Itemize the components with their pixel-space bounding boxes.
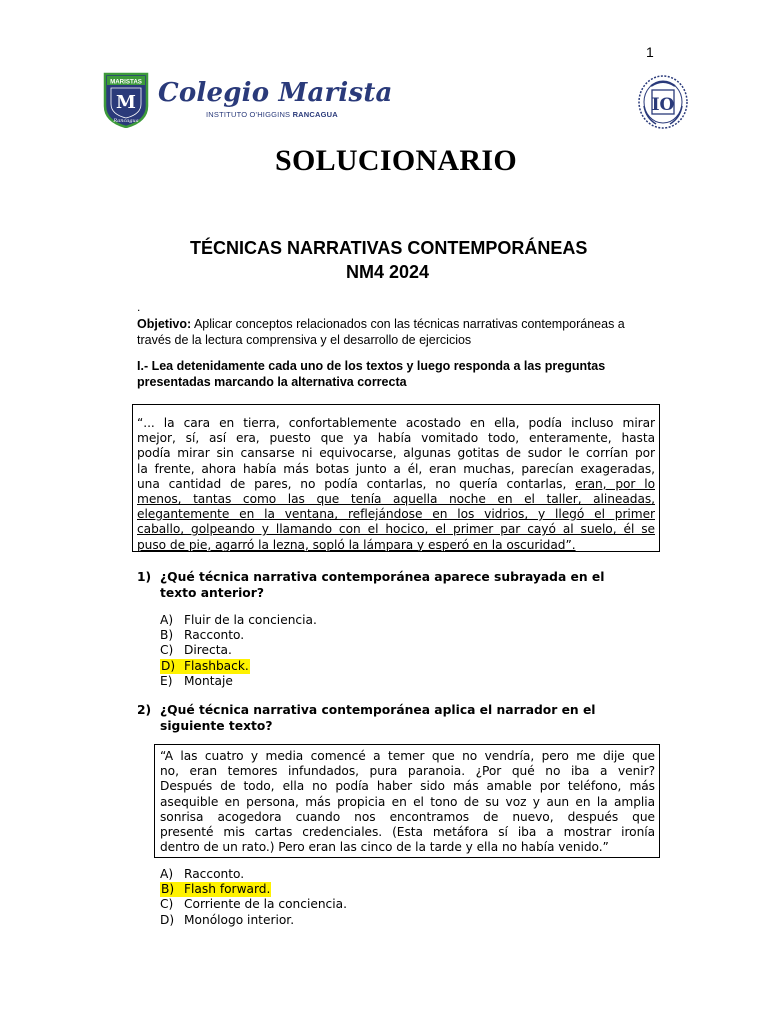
text-1-line: podía mirar sin cansarse ni equivocarse, algunas gotitas de sudor le corrían por xyxy=(137,446,655,461)
question-1-options xyxy=(160,613,317,689)
underlined-line: menos, tantas como las que tenía aquella noche en el taller, alineadas, xyxy=(137,491,655,506)
option-e[interactable]: E) Montaje xyxy=(160,673,233,688)
colegio-marista-wordmark xyxy=(158,78,393,128)
reading-text-1 xyxy=(132,404,660,552)
objective xyxy=(137,317,657,348)
text-1-line: “... la cara en tierra, confortablemente acostado en ella, podía incluso mirar xyxy=(137,416,655,430)
underlined-line: caballo, golpeando y llamando con el hocico, el primer par cayó al suelo, él se xyxy=(137,522,655,537)
option-b[interactable]: B) Racconto. xyxy=(160,628,245,643)
question-text: ¿Qué técnica narrativa contemporánea aparece subrayada en el texto anterior? xyxy=(160,570,605,600)
subject-title: TÉCNICAS NARRATIVAS CONTEMPORÁNEAS xyxy=(190,238,588,258)
document-title: SOLUCIONARIO xyxy=(275,144,517,177)
text-1-line: la frente, ahora había más botas junto a él, eran muchas, parecían exageradas, xyxy=(137,461,655,476)
question-2 xyxy=(137,703,657,735)
colegio-name: Colegio Marista xyxy=(158,78,393,108)
marista-monogram: M xyxy=(116,92,136,113)
instructions: I.- Lea detenidamente cada uno de los textos y luego responda a las preguntas presentadas marcando la alternativa correcta xyxy=(137,359,606,389)
option-c[interactable]: C) Corriente de la conciencia. xyxy=(160,897,347,912)
option-d-correct[interactable]: D) Flashback. xyxy=(161,658,249,673)
seal-text: IO xyxy=(651,95,675,115)
page-number: 1 xyxy=(646,44,654,60)
marista-city-script: Rancagua xyxy=(113,118,139,124)
colegio-subtitle: INSTITUTO O'HIGGINS RANCAGUA xyxy=(206,110,338,119)
question-1 xyxy=(137,570,657,602)
underlined-line: elegantemente en la ventana, reflejándose en los vidrios, y llegó el primer xyxy=(137,507,655,522)
objective-text: Aplicar conceptos relacionados con las técnicas narrativas contemporáneas a través de la lectura comprensiva y el desarrollo de ejercicios xyxy=(137,317,625,347)
question-text: ¿Qué técnica narrativa contemporánea aplica el narrador en el siguiente texto? xyxy=(160,703,596,733)
text-2-line: asequible en persona, más propicia en el tono de su voz y aun en la amplia xyxy=(160,794,655,809)
text-2-line: dentro de un rato.) Pero eran las cinco de la tarde y ella no había venido.” xyxy=(160,840,609,855)
marista-badge-text: MARISTAS xyxy=(110,78,142,86)
option-b-correct[interactable]: B) Flash forward. xyxy=(161,882,271,897)
option-d[interactable]: D) Monólogo interior. xyxy=(160,912,295,927)
institute-seal-logo xyxy=(634,72,692,130)
text-2-line: no, eran temores infundados, pura paranoia. ¿Por qué no iba a venir? xyxy=(160,764,655,779)
question-2-options xyxy=(160,867,347,928)
stray-dot: . xyxy=(137,300,141,314)
text-2-line: presenté mis cartas credenciales. (Esta metáfora sí iba a mostrar ironía xyxy=(160,824,655,839)
question-number: 2) xyxy=(137,703,152,717)
underlined-fragment: eran, por lo xyxy=(575,476,655,491)
level-title: NM4 2024 xyxy=(346,262,430,282)
text-2-line: “A las cuatro y media comencé a temer que no vendría, pero me dije que xyxy=(160,749,655,763)
option-a[interactable]: A) Fluir de la conciencia. xyxy=(160,613,317,627)
text-1-line: mejor, sí, así era, puesto que ya había vomitado todo, enteramente, hasta xyxy=(137,431,655,446)
reading-text-2 xyxy=(154,744,660,858)
option-c[interactable]: C) Directa. xyxy=(160,643,232,658)
text-2-line: sonrisa acogedora cuando nos encontramos de nuevo, después que xyxy=(160,809,655,824)
underlined-line: puso de pie, agarró la lezna, sopló la lámpara y esperó en la oscuridad”. xyxy=(137,537,576,552)
text-1-line: una cantidad de pares, no podía contarlas, no quería contarlas, eran, por lo xyxy=(137,476,655,491)
text-2-line: Después de todo, ella no podía haber sido más amable por teléfono, más xyxy=(160,779,655,794)
objective-label: Objetivo: xyxy=(137,317,192,331)
option-a[interactable]: A) Racconto. xyxy=(160,867,245,881)
question-number: 1) xyxy=(137,570,152,584)
marista-shield-logo xyxy=(103,72,149,128)
